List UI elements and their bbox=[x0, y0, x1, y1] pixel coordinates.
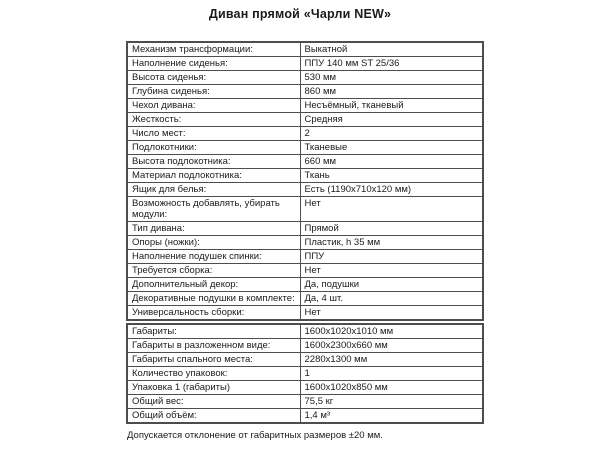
spec-label: Механизм трансформации: bbox=[127, 42, 300, 57]
tolerance-note: Допускается отклонение от габаритных размеров ±20 мм. bbox=[127, 430, 383, 441]
table-row bbox=[127, 71, 483, 85]
table-row bbox=[127, 306, 483, 321]
table-row bbox=[127, 381, 483, 395]
spec-value: 660 мм bbox=[300, 155, 483, 169]
spec-label: Высота сиденья: bbox=[127, 71, 300, 85]
table-row bbox=[127, 197, 483, 222]
dimensions-table bbox=[126, 323, 484, 424]
spec-value: Прямой bbox=[300, 222, 483, 236]
spec-value: Да, подушки bbox=[300, 278, 483, 292]
table-row bbox=[127, 99, 483, 113]
table-row bbox=[127, 353, 483, 367]
spec-label: Универсальность сборки: bbox=[127, 306, 300, 321]
spec-value: 2280х1300 мм bbox=[300, 353, 483, 367]
table-row bbox=[127, 222, 483, 236]
table-row bbox=[127, 57, 483, 71]
table-row bbox=[127, 113, 483, 127]
spec-label: Наполнение подушек спинки: bbox=[127, 250, 300, 264]
specifications-table-body bbox=[127, 42, 483, 320]
spec-value: Тканевые bbox=[300, 141, 483, 155]
table-row bbox=[127, 339, 483, 353]
spec-value: 1 bbox=[300, 367, 483, 381]
spec-label: Высота подлокотника: bbox=[127, 155, 300, 169]
spec-value: 1600х1020х1010 мм bbox=[300, 324, 483, 339]
table-row bbox=[127, 127, 483, 141]
spec-label: Требуется сборка: bbox=[127, 264, 300, 278]
spec-value: ППУ bbox=[300, 250, 483, 264]
table-row bbox=[127, 236, 483, 250]
spec-value: 860 мм bbox=[300, 85, 483, 99]
table-row bbox=[127, 169, 483, 183]
spec-value: Нет bbox=[300, 197, 483, 222]
spec-value: 1600х1020х850 мм bbox=[300, 381, 483, 395]
spec-label: Число мест: bbox=[127, 127, 300, 141]
table-row bbox=[127, 155, 483, 169]
spec-label: Наполнение сиденья: bbox=[127, 57, 300, 71]
spec-value: 2 bbox=[300, 127, 483, 141]
spec-value: Да, 4 шт. bbox=[300, 292, 483, 306]
spec-label: Глубина сиденья: bbox=[127, 85, 300, 99]
spec-value: Несъёмный, тканевый bbox=[300, 99, 483, 113]
spec-value: 1,4 м³ bbox=[300, 409, 483, 424]
table-row bbox=[127, 183, 483, 197]
spec-value: Средняя bbox=[300, 113, 483, 127]
spec-label: Опоры (ножки): bbox=[127, 236, 300, 250]
spec-label: Жесткость: bbox=[127, 113, 300, 127]
spec-value: Ткань bbox=[300, 169, 483, 183]
table-row bbox=[127, 141, 483, 155]
table-row bbox=[127, 324, 483, 339]
spec-label: Габариты в разложенном виде: bbox=[127, 339, 300, 353]
spec-label: Дополнительный декор: bbox=[127, 278, 300, 292]
specifications-table bbox=[126, 41, 484, 321]
table-row bbox=[127, 395, 483, 409]
spec-label: Декоративные подушки в комплекте: bbox=[127, 292, 300, 306]
dimensions-table-body bbox=[127, 324, 483, 423]
spec-label: Возможность добавлять, убирать модули: bbox=[127, 197, 300, 222]
spec-label: Упаковка 1 (габариты) bbox=[127, 381, 300, 395]
spec-label: Габариты: bbox=[127, 324, 300, 339]
table-row bbox=[127, 292, 483, 306]
table-row bbox=[127, 42, 483, 57]
spec-label: Ящик для белья: bbox=[127, 183, 300, 197]
spec-value: 530 мм bbox=[300, 71, 483, 85]
spec-label: Габариты спального места: bbox=[127, 353, 300, 367]
table-row bbox=[127, 85, 483, 99]
spec-label: Чехол дивана: bbox=[127, 99, 300, 113]
table-row bbox=[127, 367, 483, 381]
spec-value: Есть (1190х710х120 мм) bbox=[300, 183, 483, 197]
spec-value: 1600х2300х660 мм bbox=[300, 339, 483, 353]
page-title: Диван прямой «Чарли NEW» bbox=[208, 7, 392, 21]
spec-label: Материал подлокотника: bbox=[127, 169, 300, 183]
spec-value: Нет bbox=[300, 306, 483, 321]
spec-label: Количество упаковок: bbox=[127, 367, 300, 381]
spec-label: Подлокотники: bbox=[127, 141, 300, 155]
spec-value: Нет bbox=[300, 264, 483, 278]
table-row bbox=[127, 264, 483, 278]
spec-value: Выкатной bbox=[300, 42, 483, 57]
spec-value: Пластик, h 35 мм bbox=[300, 236, 483, 250]
table-row bbox=[127, 278, 483, 292]
table-row bbox=[127, 409, 483, 424]
spec-label: Тип дивана: bbox=[127, 222, 300, 236]
spec-label: Общий объём: bbox=[127, 409, 300, 424]
spec-value: ППУ 140 мм ST 25/36 bbox=[300, 57, 483, 71]
table-row bbox=[127, 250, 483, 264]
spec-value: 75,5 кг bbox=[300, 395, 483, 409]
spec-label: Общий вес: bbox=[127, 395, 300, 409]
